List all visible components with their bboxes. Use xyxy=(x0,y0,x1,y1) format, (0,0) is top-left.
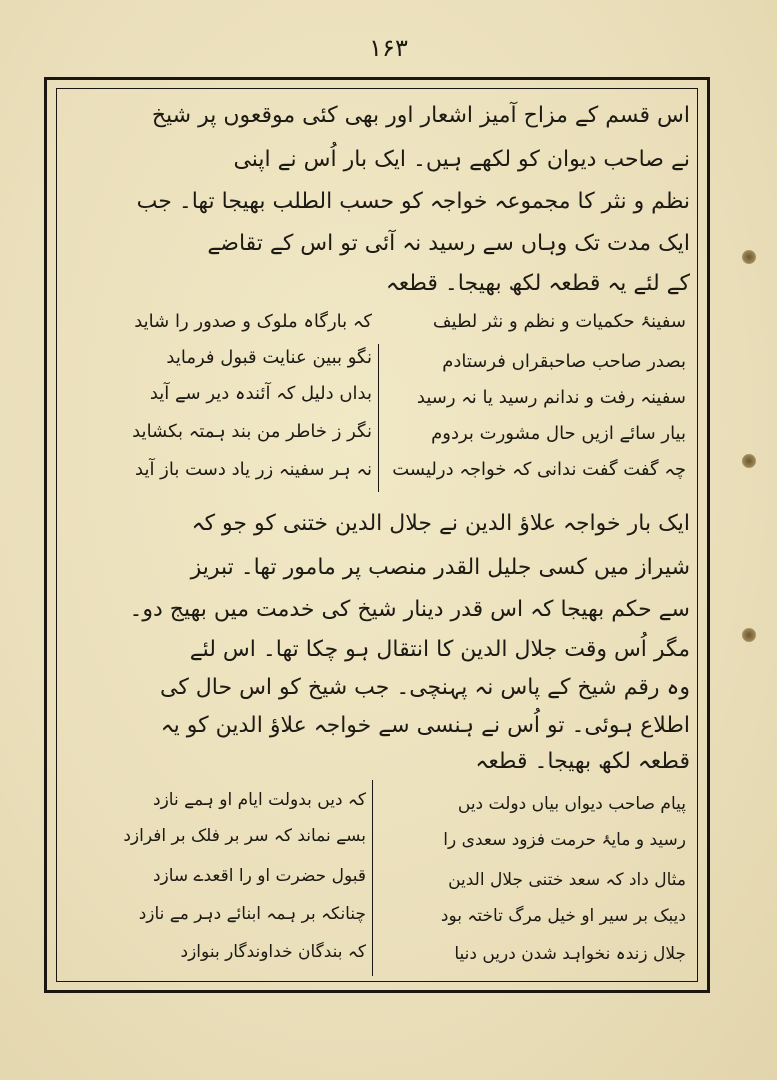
verse1-right-line: بیار سائے ازیں حال مشورت بردوم xyxy=(431,423,686,444)
intro-prose-line: نظم و نثر کا مجموعہ خواجہ کو حسب الطلب بھیجا تھا۔ جب xyxy=(136,189,690,214)
middle-prose-line: ایک بار خواجہ علاؤ الدین نے جلال الدین ختنی کو جو کہ xyxy=(191,511,690,536)
intro-prose-line: اس قسم کے مزاح آمیز اشعار اور بھی کئی موقعوں پر شیخ xyxy=(151,103,690,128)
verse1-right-line: سفینہ رفت و ندانم رسید یا نہ رسید xyxy=(416,387,686,408)
verse1-left-line: بداں دلیل کہ آئندہ دیر سے آید xyxy=(149,383,372,404)
verse2-left-line: چنانکہ بر ہمہ ابنائے دہر مے نازد xyxy=(138,904,366,924)
binding-hole xyxy=(742,454,756,468)
page-number: ۱۶۳ xyxy=(369,34,408,62)
verse1-right-line: چہ گفت گفت ندانی کہ خواجہ درلیست xyxy=(392,459,686,480)
middle-prose-line: شیراز میں کسی جلیل القدر منصب پر مامور تھا۔ تبریز xyxy=(190,555,690,580)
verse2-left-line: کہ دیں بدولت ایام او ہمے نازد xyxy=(153,790,366,810)
verse2-left-line: بسے نماند کہ سر بر فلک بر افرازد xyxy=(123,826,366,846)
verse2-left-line: قبول حضرت او را اقعدے سازد xyxy=(152,866,366,886)
intro-prose-line: کے لئے یہ قطعہ لکھ بھیجا۔ قطعہ xyxy=(385,271,690,296)
middle-prose-line: مگر اُس وقت جلال الدین کا انتقال ہو چکا تھا۔ اس لئے xyxy=(189,637,690,662)
verse1-opening-left: کہ بارگاہ ملوک و صدور را شاید xyxy=(134,311,372,332)
binding-hole xyxy=(742,250,756,264)
verse2-right-line: مثال داد کہ سعد ختنی جلال الدین xyxy=(448,870,686,890)
verse1-right-line: بصدر صاحب صاحبقراں فرستادم xyxy=(442,351,686,372)
intro-prose-line: نے صاحب دیوان کو لکھے ہیں۔ ایک بار اُس نے اپنی xyxy=(233,147,690,172)
verse1-opening-right: سفینۂ حکمیات و نظم و نثر لطیف xyxy=(432,311,686,332)
verse1-left-line: نہ ہر سفینہ زر یاد دست باز آید xyxy=(135,459,372,480)
verse2-right-line: جلال زندہ نخواہد شدن دریں دنیا xyxy=(454,944,686,964)
binding-hole xyxy=(742,628,756,642)
middle-prose-line: قطعہ لکھ بھیجا۔ قطعہ xyxy=(475,749,690,774)
verse2-right-line: دیبک بر سیر او خیل مرگ تاختہ بود xyxy=(440,906,686,926)
verse1-left-line: نگر ز خاطر من بند ہمتہ بکشاید xyxy=(132,421,372,442)
intro-prose-line: ایک مدت تک وہاں سے رسید نہ آئی تو اس کے تقاضے xyxy=(207,231,690,256)
middle-prose-line: سے حکم بھیجا کہ اس قدر دینار شیخ کی خدمت میں بھیج دو۔ xyxy=(129,597,690,622)
verse2-left-line: کہ بندگان خداوندگار بنوازد xyxy=(180,942,366,962)
middle-prose-line: اطلاع ہوئی۔ تو اُس نے ہنسی سے خواجہ علاؤ الدین کو یہ xyxy=(160,713,690,738)
verse2-right-line: پیام صاحب دیواں بیاں دولت دیں xyxy=(457,794,686,814)
verse1-column-divider xyxy=(378,344,379,492)
middle-prose-line: وہ رقم شیخ کے پاس نہ پہنچی۔ جب شیخ کو اس حال کی xyxy=(159,675,690,700)
verse1-left-line: نگو ببین عنایت قبول فرماید xyxy=(166,347,372,368)
verse2-column-divider xyxy=(372,780,373,976)
verse2-right-line: رسید و مایۂ حرمت فزود سعدی را xyxy=(443,830,686,850)
